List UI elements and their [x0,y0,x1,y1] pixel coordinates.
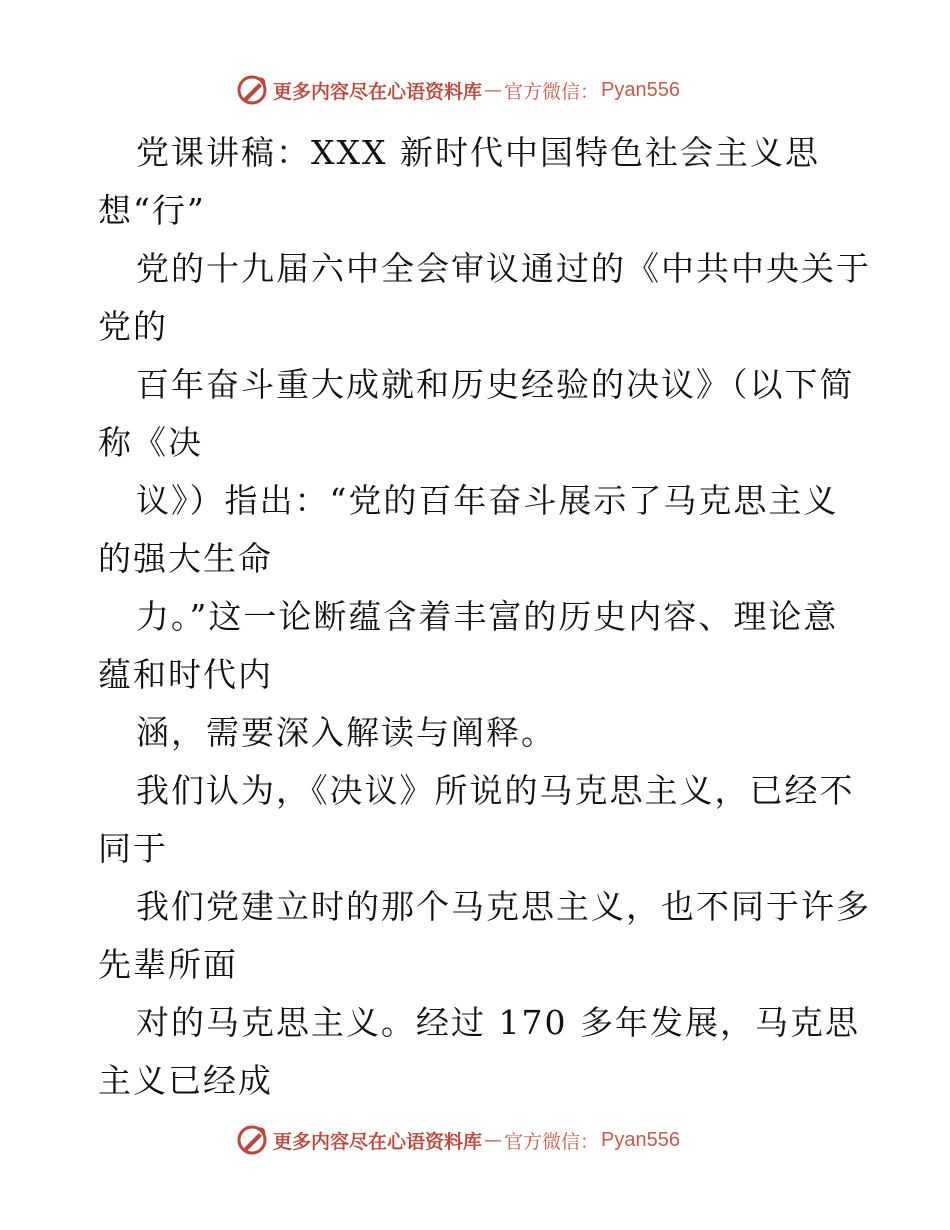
header-wechat-id: Pyan556 [601,78,680,101]
pen-logo-icon [235,1123,269,1157]
text-line: 议》）指出：“党的百年奋斗展示了马克思主义 [136,481,839,520]
footer-separator: — [484,1129,503,1151]
text-line: 我们认为，《决议》所说的马克思主义，已经不 [136,771,855,810]
text-line: 蕴和时代内 [98,655,273,694]
text-line: 称《决 [98,423,203,462]
header-title: 更多内容尽在心语资料库 [273,80,483,103]
text-line: 同于 [98,829,168,868]
header-watermark [235,72,680,108]
text-line: 党课讲稿：XXX 新时代中国特色社会主义思 [136,133,820,172]
text-line: 的强大生命 [98,539,273,578]
text-line: 想“行” [98,191,206,230]
footer-wechat-label: 官方微信： [504,1130,600,1153]
pen-logo-icon [235,73,269,107]
text-line: 先辈所面 [98,945,238,984]
document-body [98,124,871,1110]
header-separator: — [484,79,503,101]
header-wechat-label: 官方微信： [504,80,600,103]
text-line: 涵，需要深入解读与阐释。 [136,713,556,752]
text-line: 力。”这一论断蕴含着丰富的历史内容、理论意 [136,597,839,636]
text-line: 主义已经成 [98,1061,273,1100]
text-line: 党的 [98,307,168,346]
text-line: 党的十九届六中全会审议通过的《中共中央关于 [136,249,871,288]
text-line: 对的马克思主义。经过 170 多年发展，马克思 [136,1003,860,1042]
text-line: 我们党建立时的那个马克思主义，也不同于许多 [136,887,871,926]
footer-wechat-id: Pyan556 [601,1128,680,1151]
footer-watermark [235,1122,680,1158]
text-line: 百年奋斗重大成就和历史经验的决议》（以下简 [136,365,855,404]
footer-title: 更多内容尽在心语资料库 [273,1130,483,1153]
